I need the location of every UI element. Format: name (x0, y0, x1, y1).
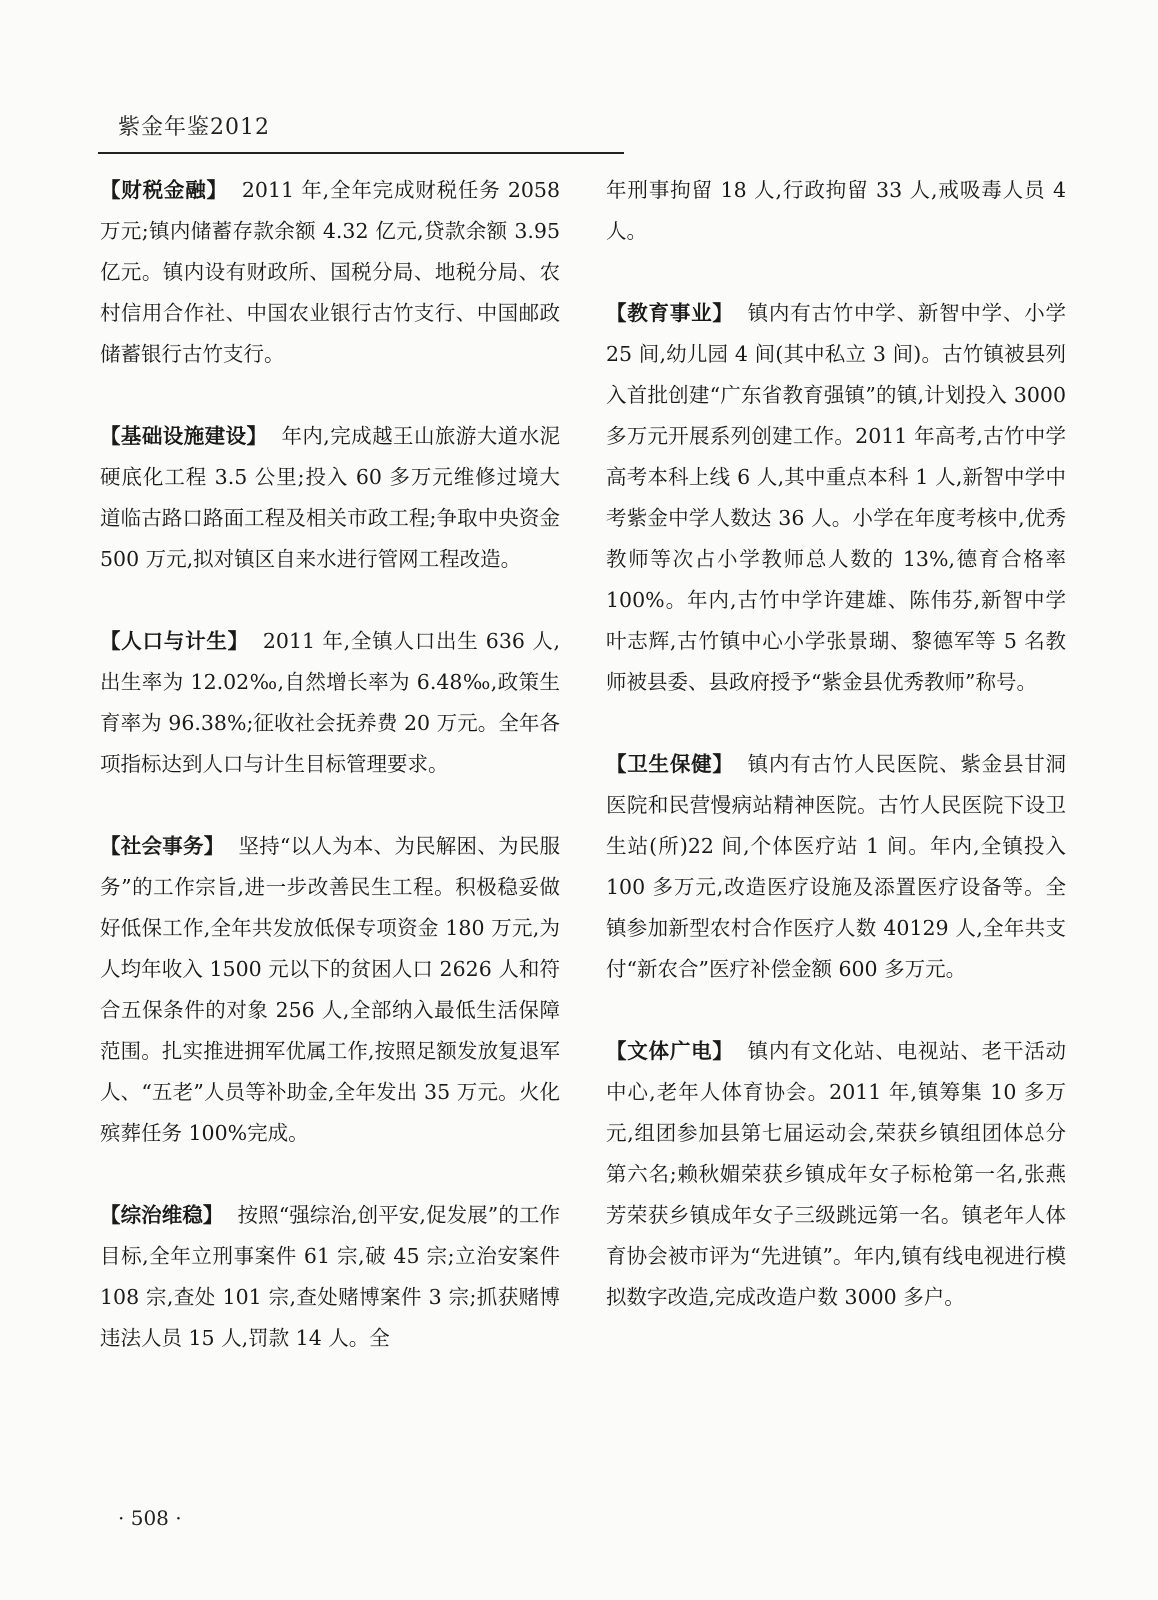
section-title: 【财税金融】 (100, 178, 228, 202)
section-infrastructure (100, 416, 560, 580)
section-education (606, 293, 1066, 703)
section-body: 2011 年,全年完成财税任务 2058 万元;镇内储蓄存款余额 4.32 亿元,贷款余额 3.95 亿元。镇内设有财政所、国税分局、地税分局、农村信用合作社、中国农业银行古竹支行、中国邮政储蓄银行古竹支行。 (100, 178, 561, 366)
section-title: 【卫生保健】 (606, 752, 734, 776)
section-public-security (100, 1195, 560, 1359)
section-title: 【人口与计生】 (100, 629, 249, 653)
section-body: 按照“强综治,创平安,促发展”的工作目标,全年立刑事案件 61 宗,破 45 宗;立治安案件 108 宗,查处 101 宗,查处赌博案件 3 宗;抓获赌博违法人员 15 人,罚款 14 人。全 (100, 1203, 561, 1350)
running-head: 紫金年鉴2012 (118, 115, 270, 140)
left-column (100, 170, 560, 1400)
page-number: · 508 · (118, 1506, 182, 1530)
section-title: 【社会事务】 (100, 834, 225, 858)
section-body: 2011 年,全镇人口出生 636 人,出生率为 12.02‰,自然增长率为 6.48‰,政策生育率为 96.38%;征收社会抚养费 20 万元。全年各项指标达到人口与计生目标管理要求。 (100, 629, 560, 776)
section-health (606, 744, 1066, 990)
section-title: 【综治维稳】 (100, 1203, 224, 1227)
section-title: 【基础设施建设】 (100, 424, 268, 448)
section-culture-sports (606, 1031, 1066, 1318)
section-body: 镇内有古竹人民医院、紫金县甘洞医院和民营慢病站精神医院。古竹人民医院下设卫生站(所)22 间,个体医疗站 1 间。年内,全镇投入 100 多万元,改造医疗设施及添置医疗设备等。全镇参加新型农村合作医疗人数 40129 人,全年共支付“新农合”医疗补偿金额 600 多万元。 (606, 752, 1067, 981)
right-column (606, 170, 1066, 1359)
section-social-affairs (100, 826, 560, 1154)
section-body: 年内,完成越王山旅游大道水泥硬底化工程 3.5 公里;投入 60 多万元维修过境大道临古路口路面工程及相关市政工程;争取中央资金 500 万元,拟对镇区自来水进行管网工程改造。 (100, 424, 561, 571)
section-body: 镇内有古竹中学、新智中学、小学 25 间,幼儿园 4 间(其中私立 3 间)。古竹镇被县列入首批创建“广东省教育强镇”的镇,计划投入 3000 多万元开展系列创建工作。2011 年高考,古竹中学高考本科上线 6 人,其中重点本科 1 人,新智中学中考紫金中学人数达 36 人。小学在年度考核中,优秀教师等次占小学教师总人数的 13%,德育合格率 100%。年内,古竹中学许建雄、陈伟芬,新智中学叶志辉,古竹镇中心小学张景瑚、黎德军等 5 名教师被县委、县政府授予“紫金县优秀教师”称号。 (606, 301, 1067, 694)
header-rule (98, 152, 624, 154)
section-title: 【文体广电】 (606, 1039, 734, 1063)
section-body: 坚持“以人为本、为民解困、为民服务”的工作宗旨,进一步改善民生工程。积极稳妥做好低保工作,全年共发放低保专项资金 180 万元,为人均年收入 1500 元以下的贫困人口 2626 人和符合五保条件的对象 256 人,全部纳入最低生活保障范围。扎实推进拥军优属工作,按照足额发放复退军人、“五老”人员等补助金,全年发出 35 万元。火化殡葬任务 100%完成。 (100, 834, 560, 1145)
section-continuation: 年刑事拘留 18 人,行政拘留 33 人,戒吸毒人员 4 人。 (606, 178, 1066, 243)
section-body: 镇内有文化站、电视站、老干活动中心,老年人体育协会。2011 年,镇筹集 10 多万元,组团参加县第七届运动会,荣获乡镇组团体总分第六名;赖秋媚荣获乡镇成年女子标枪第一名,张燕芳荣获乡镇成年女子三级跳远第一名。镇老年人体育协会被市评为“先进镇”。年内,镇有线电视进行模拟数字改造,完成改造户数 3000 多户。 (606, 1039, 1067, 1309)
section-finance (100, 170, 560, 375)
section-population (100, 621, 560, 785)
section-title: 【教育事业】 (606, 301, 734, 325)
